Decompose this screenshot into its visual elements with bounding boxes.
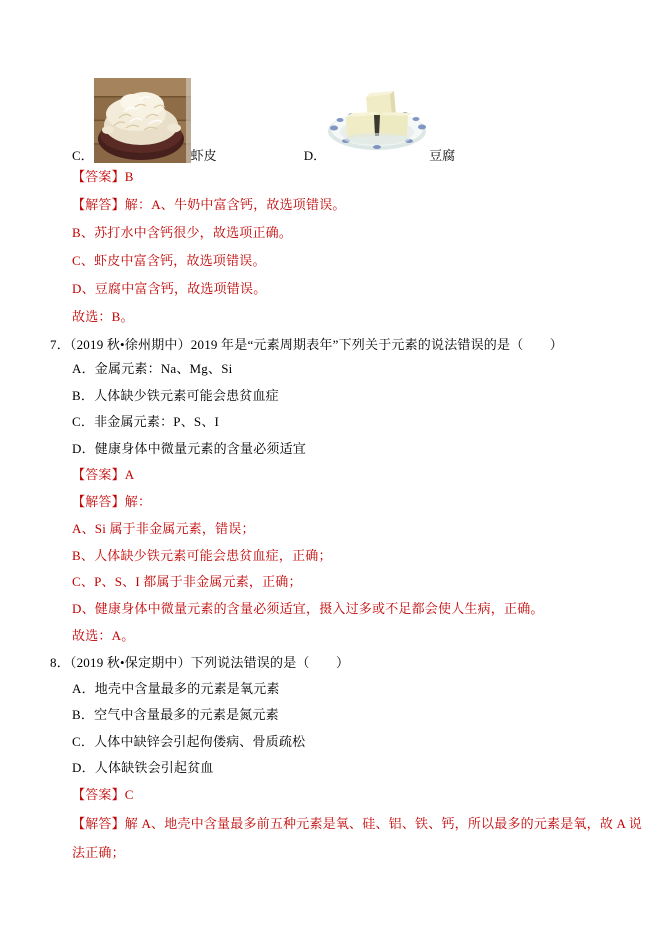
q6-option-c <box>72 78 217 163</box>
q6-answer: 【答案】B <box>72 169 134 184</box>
q6-option-c-caption: 虾皮 <box>190 148 217 163</box>
q7-option-b: B．人体缺少铁元素可能会患贫血症 <box>72 388 279 403</box>
dried-shrimp-photo <box>94 78 191 163</box>
q7-option-c: C．非金属元素：P、S、I <box>72 414 220 429</box>
q8-option-a: A．地壳中含量最多的元素是氧元素 <box>72 681 280 696</box>
q7-stem: 7．（2019 秋•徐州期中）2019 年是“元素周期表年”下列关于元素的说法错误的是（ ） <box>50 337 563 352</box>
q7-explanation-line: A、Si 属于非金属元素，错误； <box>72 521 255 536</box>
q6-conclusion: 故选：B。 <box>72 309 134 324</box>
q6-image-options-row <box>72 78 455 163</box>
q6-option-d <box>304 88 455 163</box>
q8-answer: 【答案】C <box>72 787 134 802</box>
tofu-photo <box>326 88 429 152</box>
q7-explanation-line: D、健康身体中微量元素的含量必须适宜，摄入过多或不足都会使人生病，正确。 <box>72 601 544 616</box>
q6-explanation-line: D、豆腐中富含钙，故选项错误。 <box>72 281 267 296</box>
q6-option-d-caption: 豆腐 <box>429 148 456 163</box>
q8-explanation: 【解答】解 A、地壳中含量最多前五种元素是氧、硅、铝、铁、钙，所以最多的元素是氧，故 A 说法正确； <box>72 816 643 860</box>
q6-explanation-line: C、虾皮中富含钙，故选项错误。 <box>72 253 266 268</box>
q6-option-d-label: D． <box>303 148 327 163</box>
q6-explanation-line: 【解答】解：A、牛奶中富含钙，故选项错误。 <box>72 197 346 212</box>
q7-option-d: D．健康身体中微量元素的含量必须适宜 <box>72 441 306 456</box>
q7-explanation-line: B、人体缺少铁元素可能会患贫血症，正确； <box>72 548 332 563</box>
q7-conclusion: 故选：A。 <box>72 628 135 643</box>
q8-option-c: C．人体中缺锌会引起佝偻病、骨质疏松 <box>72 734 306 749</box>
q8-option-d: D．人体缺铁会引起贫血 <box>72 760 214 775</box>
q7-explanation-line: 【解答】解： <box>72 494 152 509</box>
q6-explanation-line: B、苏打水中含钙很少，故选项正确。 <box>72 225 293 240</box>
q7-answer: 【答案】A <box>72 467 135 482</box>
q8-option-b: B．空气中含量最多的元素是氮元素 <box>72 707 279 722</box>
q7-option-a: A．金属元素：Na、Mg、Si <box>72 361 233 376</box>
q6-option-c-label: C． <box>72 148 94 163</box>
q7-explanation-line: C、P、S、I 都属于非金属元素，正确； <box>72 574 302 589</box>
q8-stem: 8．（2019 秋•保定期中）下列说法错误的是（ ） <box>50 655 350 670</box>
